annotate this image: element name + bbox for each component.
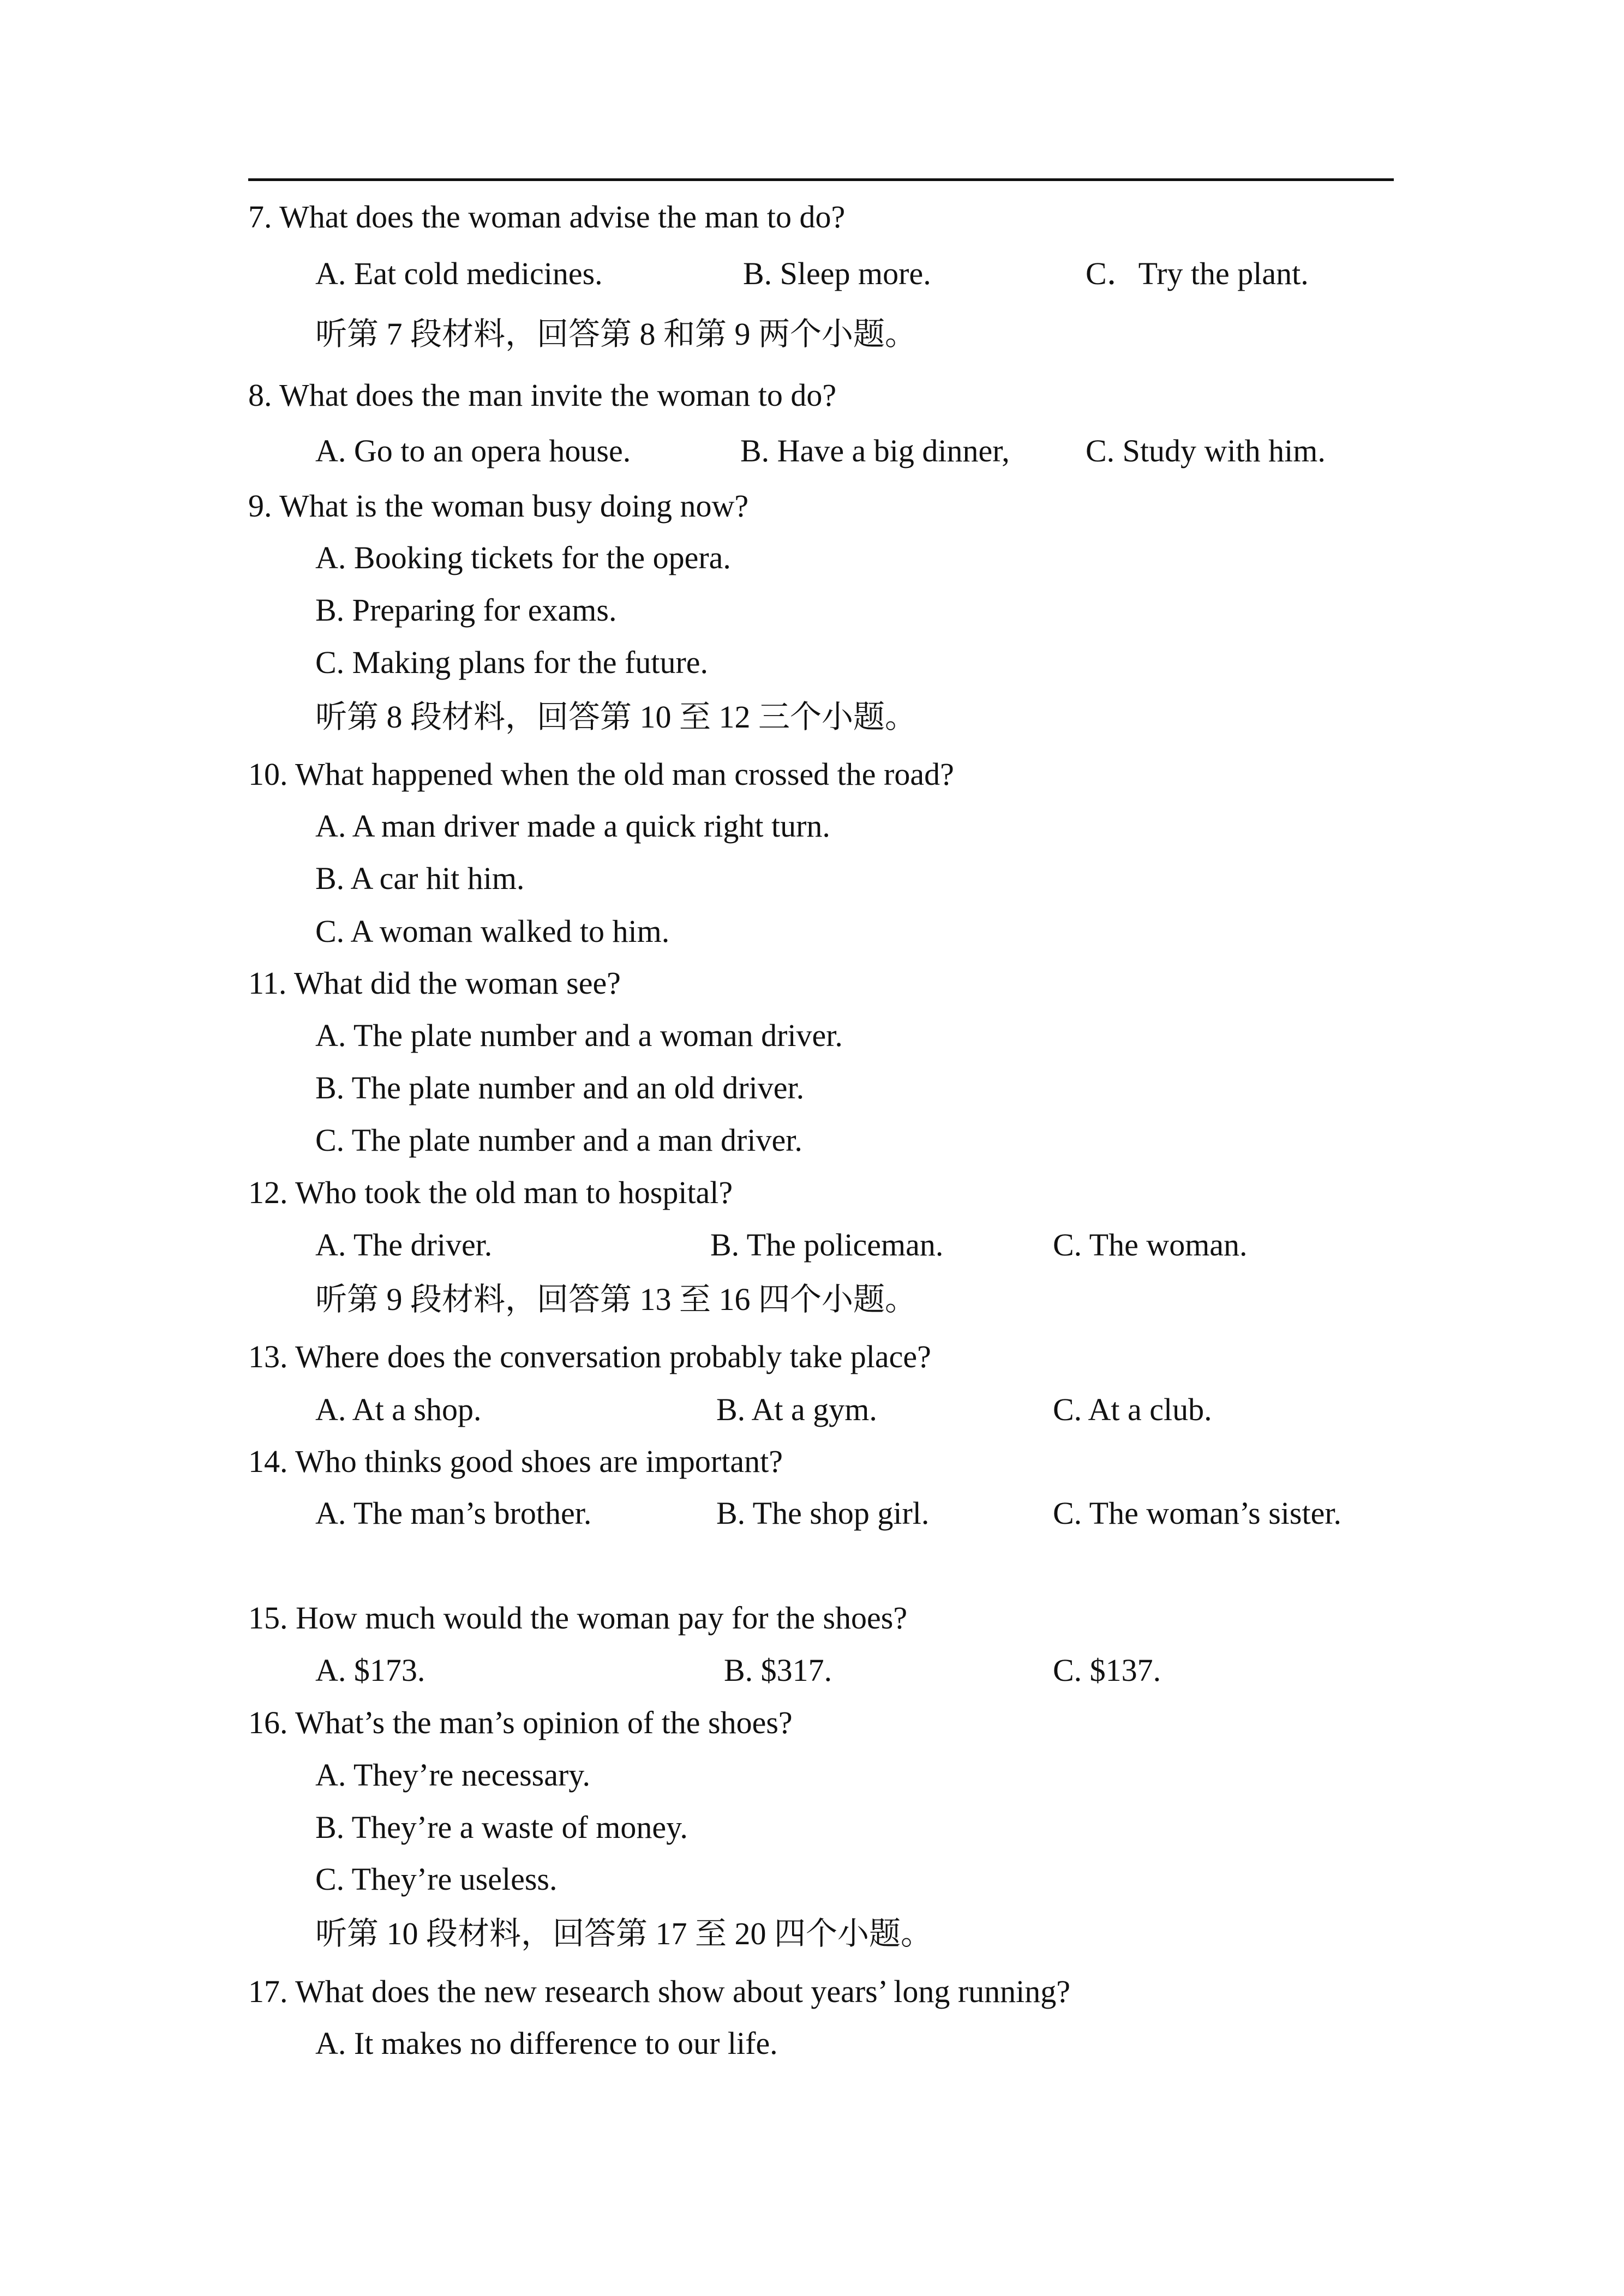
q9-option-b[interactable]: B. Preparing for exams. xyxy=(315,592,617,628)
q9-option-c[interactable]: C. Making plans for the future. xyxy=(315,645,709,680)
question-9: 9. What is the woman busy doing now? xyxy=(248,488,749,524)
q10-option-b[interactable]: B. A car hit him. xyxy=(315,861,525,896)
q15-option-c[interactable]: C. $137. xyxy=(1053,1652,1161,1688)
q12-option-b[interactable]: B. The policeman. xyxy=(710,1227,944,1263)
q13-option-b[interactable]: B. At a gym. xyxy=(716,1392,877,1427)
question-13: 13. Where does the conversation probably take place? xyxy=(248,1339,931,1374)
q7-option-a[interactable]: A. Eat cold medicines. xyxy=(315,256,603,291)
question-14: 14. Who thinks good shoes are important? xyxy=(248,1444,783,1479)
question-17: 17. What does the new research show about years’ long running? xyxy=(248,1974,1071,2009)
header-rule xyxy=(248,178,1394,181)
q11-option-a[interactable]: A. The plate number and a woman driver. xyxy=(315,1018,843,1053)
question-7: 7. What does the woman advise the man to do? xyxy=(248,199,846,235)
q15-option-b[interactable]: B. $317. xyxy=(724,1652,832,1688)
q16-option-a[interactable]: A. They’re necessary. xyxy=(315,1757,591,1793)
q15-option-a[interactable]: A. $173. xyxy=(315,1652,426,1688)
q10-option-a[interactable]: A. A man driver made a quick right turn. xyxy=(315,808,830,844)
q11-option-b[interactable]: B. The plate number and an old driver. xyxy=(315,1070,805,1105)
section-heading-8: 听第 8 段材料，回答第 10 至 12 三个小题。 xyxy=(315,699,917,735)
q7-option-c[interactable]: C．Try the plant. xyxy=(1086,256,1309,291)
q17-option-a[interactable]: A. It makes no difference to our life. xyxy=(315,2025,778,2061)
q9-option-a[interactable]: A. Booking tickets for the opera. xyxy=(315,540,731,575)
q10-option-c[interactable]: C. A woman walked to him. xyxy=(315,913,670,949)
q13-option-c[interactable]: C. At a club. xyxy=(1053,1392,1212,1427)
q13-option-a[interactable]: A. At a shop. xyxy=(315,1392,482,1427)
q16-option-b[interactable]: B. They’re a waste of money. xyxy=(315,1810,688,1845)
section-heading-7: 听第 7 段材料，回答第 8 和第 9 两个小题。 xyxy=(315,316,917,352)
q8-option-b[interactable]: B. Have a big dinner, xyxy=(740,433,1010,468)
q14-option-c[interactable]: C. The woman’s sister. xyxy=(1053,1495,1341,1531)
question-8: 8. What does the man invite the woman to do? xyxy=(248,377,837,413)
q12-option-c[interactable]: C. The woman. xyxy=(1053,1227,1248,1263)
q16-option-c[interactable]: C. They’re useless. xyxy=(315,1861,558,1897)
q14-option-a[interactable]: A. The man’s brother. xyxy=(315,1495,592,1531)
q14-option-b[interactable]: B. The shop girl. xyxy=(716,1495,930,1531)
question-10: 10. What happened when the old man crossed the road? xyxy=(248,756,954,792)
q7-option-b[interactable]: B. Sleep more. xyxy=(743,256,931,291)
section-heading-9: 听第 9 段材料，回答第 13 至 16 四个小题。 xyxy=(315,1282,917,1317)
question-11: 11. What did the woman see? xyxy=(248,965,621,1001)
question-15: 15. How much would the woman pay for the shoes? xyxy=(248,1600,908,1636)
section-heading-10: 听第 10 段材料，回答第 17 至 20 四个小题。 xyxy=(315,1916,933,1951)
q8-option-c[interactable]: C. Study with him. xyxy=(1086,433,1326,468)
question-16: 16. What’s the man’s opinion of the shoes? xyxy=(248,1705,793,1740)
q8-option-a[interactable]: A. Go to an opera house. xyxy=(315,433,631,468)
question-12: 12. Who took the old man to hospital? xyxy=(248,1175,733,1210)
q12-option-a[interactable]: A. The driver. xyxy=(315,1227,493,1263)
q11-option-c[interactable]: C. The plate number and a man driver. xyxy=(315,1122,802,1158)
